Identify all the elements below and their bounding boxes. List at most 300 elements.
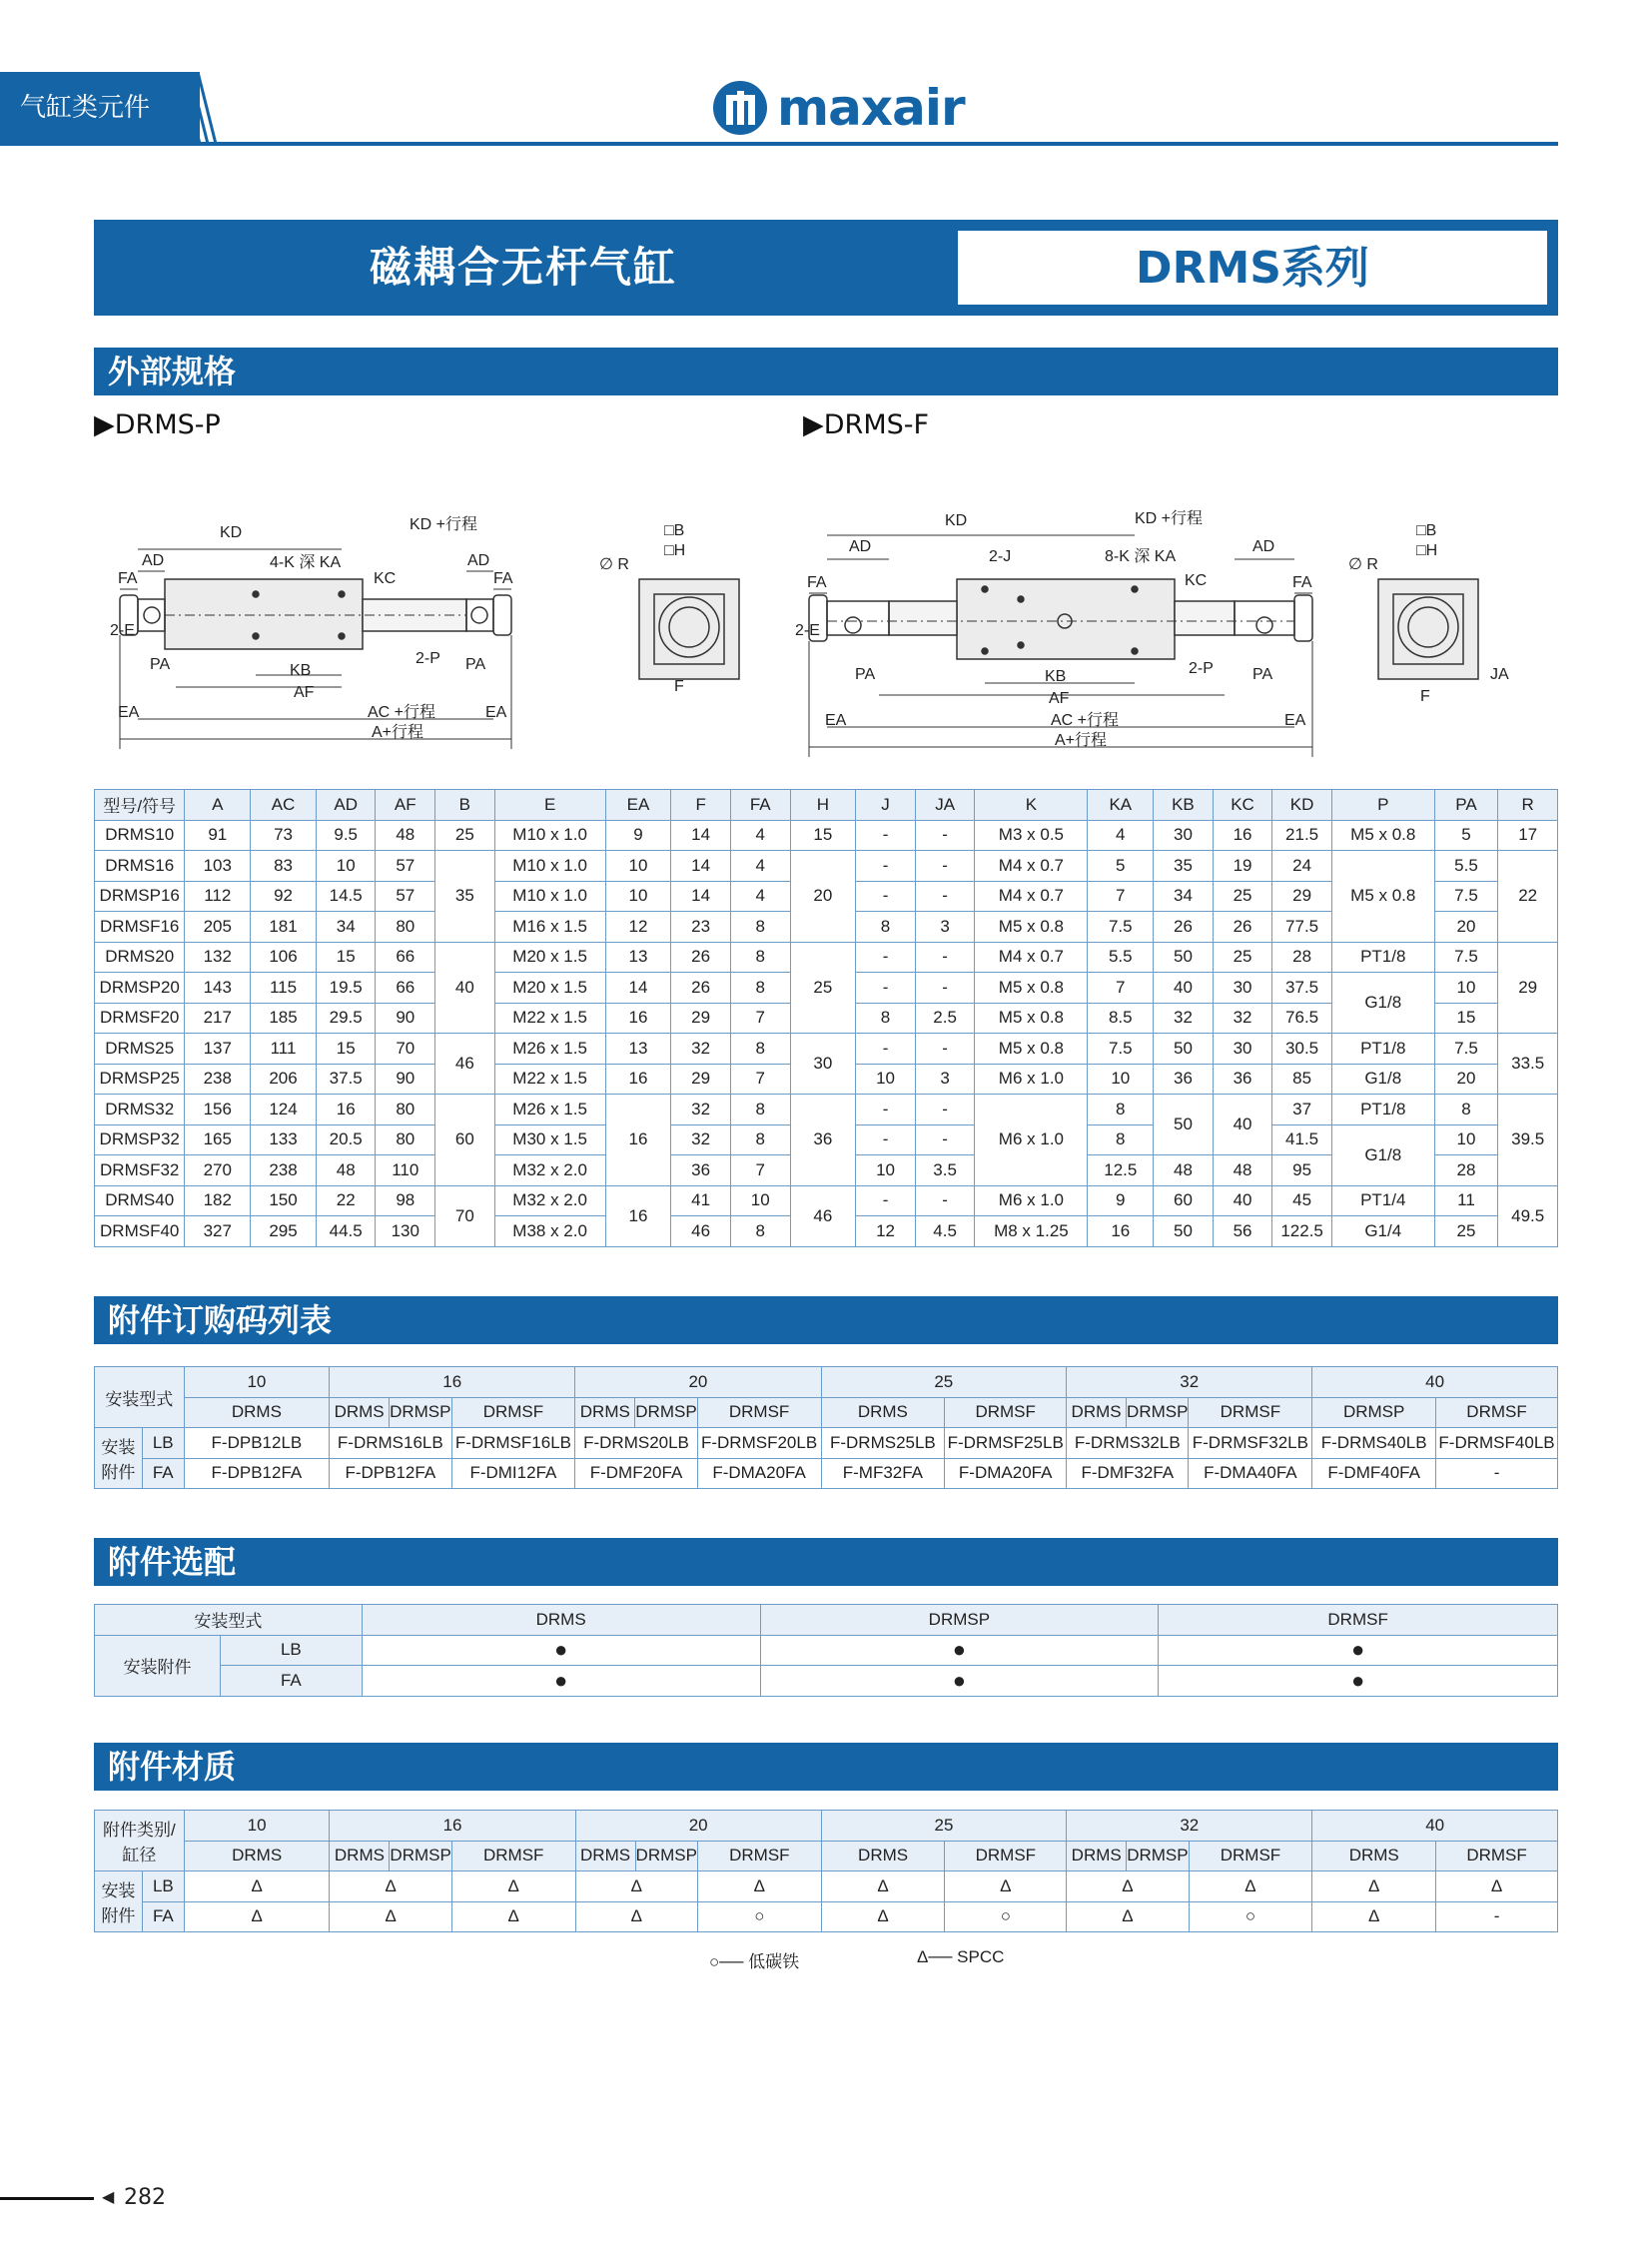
spec-table: [94, 789, 1558, 1247]
order-size-cell: 20: [575, 1367, 821, 1398]
f-label-kd: KD: [945, 512, 968, 529]
spec-cell: 25: [435, 820, 495, 851]
spec-cell: 8: [856, 1003, 916, 1034]
f-label-ea-right: EA: [1284, 712, 1306, 729]
option-col-header: DRMS: [362, 1605, 760, 1636]
spec-cell: 130: [376, 1216, 435, 1247]
spec-cell: 8: [730, 1034, 790, 1065]
table-row: [95, 1185, 1558, 1216]
p-label-kc: KC: [374, 570, 397, 587]
spec-cell: M38 x 2.0: [494, 1216, 605, 1247]
spec-cell: 29: [671, 1064, 731, 1095]
spec-cell: -: [915, 942, 975, 973]
f-right-nut: [1294, 595, 1312, 641]
spec-cell: 7.5: [1088, 1034, 1154, 1065]
order-model-row: [95, 1397, 1558, 1428]
p-label-af: AF: [294, 684, 315, 701]
spec-cell: 20.5: [316, 1124, 376, 1155]
f-label-af: AF: [1049, 690, 1070, 707]
order-fa-cell: -: [1436, 1458, 1558, 1489]
spec-cell: M20 x 1.5: [494, 973, 605, 1004]
spec-cell: 50: [1154, 1034, 1214, 1065]
spec-cell: 10: [856, 1155, 916, 1186]
section-order-title: 附件订购码列表: [108, 1301, 333, 1339]
spec-cell: 40: [1213, 1185, 1272, 1216]
material-model-cell: DRMSF: [945, 1841, 1067, 1871]
spec-cell: 103: [185, 851, 251, 882]
spec-cell: 32: [1154, 1003, 1214, 1034]
material-fa-cell: ○: [697, 1901, 821, 1932]
spec-cell: 66: [376, 973, 435, 1004]
p-label-ac-stroke: AC +行程: [368, 704, 436, 721]
material-lb-cell: Δ: [184, 1871, 330, 1902]
option-lb-label: LB: [220, 1635, 362, 1666]
spec-cell: 15: [316, 942, 376, 973]
spec-cell: 7: [730, 1064, 790, 1095]
drawing-f-label: DRMS-F: [823, 409, 930, 440]
p-label-h: □H: [664, 542, 686, 559]
spec-cell: 39.5: [1498, 1095, 1558, 1186]
spec-cell: 8: [730, 1216, 790, 1247]
spec-cell: 98: [376, 1185, 435, 1216]
spec-cell: 14: [671, 851, 731, 882]
order-lb-cell: F-DRMSF25LB: [945, 1428, 1067, 1459]
spec-cell: 111: [251, 1034, 317, 1065]
model-cell: DRMS32: [95, 1095, 185, 1125]
spec-cell: 8: [856, 912, 916, 943]
spec-cell: 11: [1434, 1185, 1498, 1216]
spec-cell: 26: [671, 942, 731, 973]
p-label-r: ∅ R: [599, 556, 629, 573]
material-lb-cell: Δ: [1067, 1871, 1189, 1902]
f-label-k-ka: 8-K 深 KA: [1105, 548, 1177, 565]
section-material-title: 附件材质: [108, 1748, 237, 1786]
spec-cell: G1/8: [1331, 1064, 1434, 1095]
spec-cell: 295: [251, 1216, 317, 1247]
spec-cell: -: [856, 820, 916, 851]
material-lb-cell: Δ: [451, 1871, 575, 1902]
spec-header-cell: AF: [376, 790, 435, 821]
option-mark-icon: ●: [1159, 1666, 1558, 1697]
p-label-f: F: [674, 678, 684, 695]
spec-cell: PT1/8: [1331, 1095, 1434, 1125]
spec-cell: 15: [790, 820, 856, 851]
spec-cell: 7.5: [1088, 912, 1154, 943]
spec-cell: M5 x 0.8: [975, 973, 1088, 1004]
spec-header-cell: A: [185, 790, 251, 821]
material-fa-cell: Δ: [1312, 1901, 1436, 1932]
spec-cell: 185: [251, 1003, 317, 1034]
material-model-cell: DRMSF: [697, 1841, 821, 1871]
spec-cell: -: [856, 973, 916, 1004]
p-left-cap: [138, 599, 165, 631]
logo-wordmark: maxair: [777, 79, 965, 137]
material-size-cell: 25: [821, 1811, 1067, 1842]
spec-cell: 10: [1434, 973, 1498, 1004]
spec-cell: 132: [185, 942, 251, 973]
spec-cell: 19: [1213, 851, 1272, 882]
spec-cell: 137: [185, 1034, 251, 1065]
spec-cell: -: [915, 881, 975, 912]
spec-cell: -: [915, 1185, 975, 1216]
table-row: [95, 1635, 1558, 1666]
spec-cell: 4: [730, 820, 790, 851]
order-model-cell: DRMS: [184, 1397, 330, 1428]
material-fa-cell: Δ: [575, 1901, 697, 1932]
material-corner: 附件类别/缸径: [95, 1811, 185, 1871]
spec-cell: 24: [1272, 851, 1332, 882]
spec-cell: 327: [185, 1216, 251, 1247]
spec-header-cell: K: [975, 790, 1088, 821]
material-table: [94, 1810, 1558, 1932]
legend-delta: Δ── SPCC: [917, 1947, 1005, 1966]
spec-cell: 37.5: [1272, 973, 1332, 1004]
spec-cell: 10: [605, 881, 671, 912]
spec-cell: 20: [790, 851, 856, 943]
spec-cell: 7.5: [1434, 1034, 1498, 1065]
spec-cell: 22: [316, 1185, 376, 1216]
spec-cell: 110: [376, 1155, 435, 1186]
material-fa-cell: Δ: [451, 1901, 575, 1932]
spec-cell: 16: [605, 1003, 671, 1034]
material-model-cell: DRMSP: [635, 1841, 697, 1871]
order-model-cell: DRMSF: [945, 1397, 1067, 1428]
spec-cell: 217: [185, 1003, 251, 1034]
spec-cell: 23: [671, 912, 731, 943]
spec-cell: 2.5: [915, 1003, 975, 1034]
spec-cell: 73: [251, 820, 317, 851]
order-size-cell: 10: [184, 1367, 330, 1398]
page-number-block: [0, 2185, 166, 2215]
order-model-cell: DRMS: [575, 1397, 635, 1428]
order-lb-cell: F-DRMS20LB: [575, 1428, 697, 1459]
spec-cell: 165: [185, 1124, 251, 1155]
option-corner: 安装型式: [95, 1605, 363, 1636]
f-label-ad-right: AD: [1252, 538, 1275, 555]
order-fa-cell: F-DPB12FA: [330, 1458, 451, 1489]
material-fa-cell: ○: [1189, 1901, 1312, 1932]
spec-cell: 4: [1088, 820, 1154, 851]
material-model-cell: DRMS: [821, 1841, 945, 1871]
p-label-b: □B: [664, 522, 685, 539]
spec-cell: 10: [730, 1185, 790, 1216]
spec-cell: PT1/8: [1331, 942, 1434, 973]
spec-cell: 34: [316, 912, 376, 943]
spec-cell: 7.5: [1434, 942, 1498, 973]
spec-cell: 4: [730, 851, 790, 882]
spec-cell: 16: [316, 1095, 376, 1125]
table-row: [95, 1458, 1558, 1489]
spec-cell: 36: [671, 1155, 731, 1186]
spec-cell: G1/8: [1331, 1124, 1434, 1185]
spec-cell: 37.5: [316, 1064, 376, 1095]
material-model-cell: DRMS: [184, 1841, 330, 1871]
spec-cell: 37: [1272, 1095, 1332, 1125]
spec-cell: 40: [1154, 973, 1214, 1004]
section-option-bar: [94, 1538, 1558, 1586]
spec-header-cell: PA: [1434, 790, 1498, 821]
spec-cell: 12: [605, 912, 671, 943]
title-band: [94, 220, 1558, 316]
spec-cell: PT1/8: [1331, 1034, 1434, 1065]
spec-cell: 80: [376, 912, 435, 943]
spec-cell: 66: [376, 942, 435, 973]
spec-cell: 48: [316, 1155, 376, 1186]
order-model-cell: DRMSP: [390, 1397, 451, 1428]
spec-cell: -: [856, 1095, 916, 1125]
spec-cell: 92: [251, 881, 317, 912]
spec-cell: 28: [1272, 942, 1332, 973]
spec-cell: 5: [1434, 820, 1498, 851]
material-lb-cell: Δ: [330, 1871, 451, 1902]
order-size-cell: 32: [1067, 1367, 1312, 1398]
material-lb-cell: Δ: [575, 1871, 697, 1902]
drawing-f-title: ▶DRMS-F: [803, 409, 930, 440]
spec-header-cell: JA: [915, 790, 975, 821]
model-cell: DRMS16: [95, 851, 185, 882]
order-size-cell: 40: [1312, 1367, 1558, 1398]
p-label-pa-left: PA: [150, 656, 171, 673]
header-slash-decor: [180, 72, 220, 144]
spec-cell: M5 x 0.8: [975, 912, 1088, 943]
spec-cell: 7: [1088, 881, 1154, 912]
spec-cell: 56: [1213, 1216, 1272, 1247]
material-group-label: 安装附件: [95, 1871, 143, 1932]
spec-cell: 5.5: [1434, 851, 1498, 882]
model-cell: DRMSF32: [95, 1155, 185, 1186]
spec-cell: 36: [1213, 1064, 1272, 1095]
spec-cell: 14: [671, 881, 731, 912]
spec-cell: M10 x 1.0: [494, 881, 605, 912]
f-label-ad-left: AD: [849, 538, 872, 555]
spec-cell: -: [856, 1124, 916, 1155]
spec-cell: 30: [1213, 1034, 1272, 1065]
spec-cell: 32: [1213, 1003, 1272, 1034]
spec-cell: 25: [1213, 942, 1272, 973]
spec-cell: M26 x 1.5: [494, 1095, 605, 1125]
spec-cell: M5 x 0.8: [975, 1003, 1088, 1034]
spec-cell: 20: [1434, 912, 1498, 943]
order-model-cell: DRMSP: [635, 1397, 697, 1428]
order-fa-cell: F-DMF40FA: [1312, 1458, 1436, 1489]
spec-cell: 15: [316, 1034, 376, 1065]
spec-cell: 115: [251, 973, 317, 1004]
spec-cell: 35: [1154, 851, 1214, 882]
spec-cell: 36: [790, 1095, 856, 1186]
spec-cell: 91: [185, 820, 251, 851]
spec-cell: 70: [376, 1034, 435, 1065]
spec-cell: M30 x 1.5: [494, 1124, 605, 1155]
brand-logo: [711, 76, 965, 140]
spec-cell: 57: [376, 881, 435, 912]
order-model-cell: DRMS: [330, 1397, 390, 1428]
drawing-p-title: ▶DRMS-P: [94, 409, 221, 440]
spec-cell: M26 x 1.5: [494, 1034, 605, 1065]
order-lb-cell: F-DRMSF20LB: [697, 1428, 821, 1459]
spec-cell: 40: [435, 942, 495, 1034]
spec-cell: 156: [185, 1095, 251, 1125]
spec-cell: 8: [730, 912, 790, 943]
spec-header-cell: F: [671, 790, 731, 821]
spec-cell: 8: [1088, 1095, 1154, 1125]
category-label: 气缸类元件: [20, 93, 151, 123]
material-lb-label: LB: [142, 1871, 184, 1902]
model-cell: DRMSP25: [95, 1064, 185, 1095]
spec-cell: 90: [376, 1003, 435, 1034]
spec-cell: 30: [790, 1034, 856, 1095]
spec-cell: M5 x 0.8: [1331, 851, 1434, 943]
spec-cell: 32: [671, 1095, 731, 1125]
order-model-cell: DRMSF: [697, 1397, 821, 1428]
spec-cell: -: [856, 881, 916, 912]
spec-cell: 8.5: [1088, 1003, 1154, 1034]
section-spec-title: 外部规格: [108, 353, 237, 390]
spec-cell: 45: [1272, 1185, 1332, 1216]
section-material-bar: [94, 1743, 1558, 1791]
order-lb-cell: F-DRMS16LB: [330, 1428, 451, 1459]
model-cell: DRMSP32: [95, 1124, 185, 1155]
p-right-nut: [493, 595, 511, 635]
spec-cell: 57: [376, 851, 435, 882]
section-option-title: 附件选配: [108, 1543, 237, 1581]
spec-cell: -: [915, 973, 975, 1004]
f-label-pa-right: PA: [1252, 666, 1273, 683]
f-label-2j: 2-J: [989, 548, 1012, 565]
spec-cell: 95: [1272, 1155, 1332, 1186]
f-label-kc: KC: [1185, 572, 1208, 589]
order-size-row: [95, 1367, 1558, 1398]
option-fa-label: FA: [220, 1666, 362, 1697]
spec-cell: 124: [251, 1095, 317, 1125]
material-size-cell: 32: [1067, 1811, 1312, 1842]
table-row: [95, 942, 1558, 973]
spec-cell: 76.5: [1272, 1003, 1332, 1034]
spec-cell: -: [856, 851, 916, 882]
material-fa-cell: Δ: [330, 1901, 451, 1932]
spec-header-cell: J: [856, 790, 916, 821]
spec-cell: M5 x 0.8: [975, 1034, 1088, 1065]
f-label-a-stroke: A+行程: [1055, 732, 1108, 749]
order-model-cell: DRMS: [821, 1397, 945, 1428]
spec-header-cell: P: [1331, 790, 1434, 821]
order-fa-label: FA: [142, 1458, 184, 1489]
spec-header-cell: B: [435, 790, 495, 821]
spec-cell: 12.5: [1088, 1155, 1154, 1186]
order-lb-cell: F-DRMS40LB: [1312, 1428, 1436, 1459]
material-model-row: [95, 1841, 1558, 1871]
option-mark-icon: ●: [760, 1666, 1159, 1697]
spec-cell: 13: [605, 942, 671, 973]
order-lb-cell: F-DRMSF40LB: [1436, 1428, 1558, 1459]
spec-cell: M32 x 2.0: [494, 1155, 605, 1186]
spec-cell: 50: [1154, 1216, 1214, 1247]
model-cell: DRMSP16: [95, 881, 185, 912]
order-fa-cell: F-DMA20FA: [697, 1458, 821, 1489]
spec-cell: 270: [185, 1155, 251, 1186]
spec-cell: 10: [316, 851, 376, 882]
f-body: [957, 579, 1175, 659]
spec-cell: 7: [730, 1155, 790, 1186]
spec-header-cell: E: [494, 790, 605, 821]
f-label-b: □B: [1416, 522, 1437, 539]
model-cell: DRMSP20: [95, 973, 185, 1004]
spec-cell: -: [915, 1034, 975, 1065]
model-cell: DRMSF16: [95, 912, 185, 943]
spec-cell: 48: [1213, 1155, 1272, 1186]
order-lb-cell: F-DRMS32LB: [1067, 1428, 1189, 1459]
page-rule: [0, 2197, 94, 2200]
order-fa-cell: F-DMF32FA: [1067, 1458, 1189, 1489]
spec-cell: 30.5: [1272, 1034, 1332, 1065]
drawing-drms-f: [789, 499, 1548, 769]
p-right-cap: [466, 599, 493, 631]
spec-cell: 32: [671, 1124, 731, 1155]
spec-cell: 112: [185, 881, 251, 912]
material-lb-cell: Δ: [1189, 1871, 1312, 1902]
order-model-cell: DRMSP: [1312, 1397, 1436, 1428]
spec-cell: 4: [730, 881, 790, 912]
p-label-pa-right: PA: [465, 656, 486, 673]
spec-cell: 5.5: [1088, 942, 1154, 973]
header-rule: [0, 142, 1558, 146]
spec-cell: 9: [1088, 1185, 1154, 1216]
spec-cell: 8: [730, 1095, 790, 1125]
spec-cell: 10: [856, 1064, 916, 1095]
spec-cell: -: [856, 1034, 916, 1065]
spec-cell: G1/4: [1331, 1216, 1434, 1247]
spec-header-cell: H: [790, 790, 856, 821]
spec-cell: M6 x 1.0: [975, 1185, 1088, 1216]
order-fa-cell: F-DMI12FA: [451, 1458, 575, 1489]
spec-header-cell: KD: [1272, 790, 1332, 821]
option-mark-icon: ●: [362, 1666, 760, 1697]
spec-cell: 7.5: [1434, 881, 1498, 912]
table-row: [95, 1666, 1558, 1697]
spec-cell: 60: [1154, 1185, 1214, 1216]
material-fa-cell: -: [1436, 1901, 1558, 1932]
option-col-header: DRMSF: [1159, 1605, 1558, 1636]
p-label-fa-right: FA: [493, 570, 513, 587]
spec-header-cell: KB: [1154, 790, 1214, 821]
spec-cell: 15: [1434, 1003, 1498, 1034]
order-model-cell: DRMSF: [1436, 1397, 1558, 1428]
f-label-ac-stroke: AC +行程: [1051, 712, 1120, 729]
spec-cell: M4 x 0.7: [975, 942, 1088, 973]
p-body: [165, 579, 363, 649]
spec-cell: 40: [1213, 1095, 1272, 1155]
order-size-cell: 25: [821, 1367, 1067, 1398]
option-header-row: [95, 1605, 1558, 1636]
material-fa-label: FA: [142, 1901, 184, 1932]
order-fa-cell: F-MF32FA: [821, 1458, 945, 1489]
material-lb-cell: Δ: [945, 1871, 1067, 1902]
spec-cell: 50: [1154, 942, 1214, 973]
order-lb-cell: F-DRMSF16LB: [451, 1428, 575, 1459]
f-label-kb: KB: [1045, 668, 1067, 685]
spec-cell: 17: [1498, 820, 1558, 851]
order-group-label: 安装附件: [95, 1428, 143, 1489]
spec-cell: 25: [1213, 881, 1272, 912]
option-mark-icon: ●: [760, 1635, 1159, 1666]
page-arrow-icon: ◀: [102, 2187, 115, 2206]
p-label-ea-left: EA: [118, 704, 140, 721]
spec-cell: 50: [1154, 1095, 1214, 1155]
section-spec-bar: [94, 348, 1558, 395]
spec-cell: 29: [671, 1003, 731, 1034]
p-label-kb: KB: [290, 662, 312, 679]
material-model-cell: DRMSF: [1436, 1841, 1558, 1871]
spec-cell: 29: [1272, 881, 1332, 912]
